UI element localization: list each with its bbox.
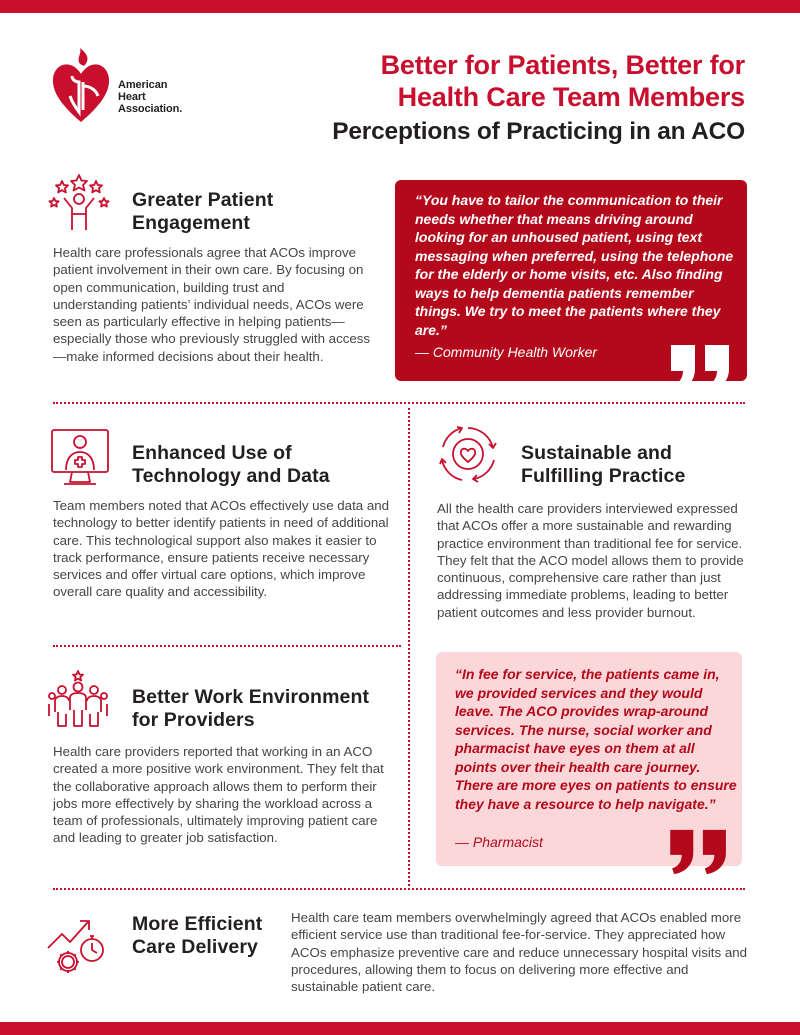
technology-heading-line-2: Technology and Data <box>132 465 330 487</box>
work-environment-body: Health care providers reported that working in an ACO created a more positive work environment. They felt that the collaborative approach allows them to perform their jobs more effectively by sharing the workload across a team of professionals, ultimately improving patient care and leading to greater job satisfaction. <box>53 744 384 846</box>
section-divider-2 <box>53 645 401 647</box>
title-line-2: Health Care Team Members <box>397 82 745 112</box>
logo-word-american: American <box>118 79 168 91</box>
technology-body: Team members noted that ACOs effectively use data and technology to better identify patients in need of additional care. This technological support also makes it easier to track performance, ensure patients receive necessary services and offer virtual care options, which improve overall care quality and accessibility. <box>53 498 390 600</box>
logo-word-heart: Heart <box>118 91 146 103</box>
section-divider-3 <box>53 888 745 890</box>
bottom-accent-bar <box>0 1022 800 1035</box>
sustainable-heading-line-1: Sustainable and <box>521 442 673 464</box>
closing-quote-mark-icon <box>669 343 735 393</box>
section-divider-1 <box>53 402 745 404</box>
technology-heading <box>132 442 330 488</box>
efficient-heading-line-2: Care Delivery <box>132 936 258 958</box>
title-line-1: Better for Patients, Better for <box>380 50 745 80</box>
sustainable-heading <box>521 442 685 488</box>
quote-attribution: — Community Health Worker <box>415 344 598 360</box>
quote-text: “You have to tailor the communication to their needs whether that means driving around looking for an unhoused patient, using text messaging when preferred, using the telephone for the elderly or home visits, etc. Also finding ways to help dementia patients remember things. We try to meet the patients where they are.” <box>415 192 734 338</box>
engagement-heading <box>132 189 273 235</box>
efficient-body: Health care team members overwhelmingly agreed that ACOs enabled more efficient service use than traditional fee-for-service. They appreciated how ACOs emphasize preventive care and reduce unnecessary hospital visits and procedures, allowing them to focus on delivering more effective and sustainable patient care. <box>291 910 748 995</box>
doctor-on-monitor-icon <box>48 426 112 495</box>
sustainable-body: All the health care providers interviewed expressed that ACOs offer a more sustainable and rewarding practice environment than traditional fee for service. They felt that the ACO model allows them to provide continuous, comprehensive care rather than just addressing immediate problems, leading to better patient outcomes and less provider burnout. <box>437 501 744 620</box>
team-group-icon <box>48 670 108 737</box>
growth-arrow-clock-gear-icon <box>46 912 112 981</box>
column-divider <box>408 408 410 886</box>
efficient-heading <box>132 913 262 959</box>
work-environment-heading-line-2: for Providers <box>132 709 255 731</box>
work-environment-heading <box>132 686 369 732</box>
closing-quote-mark-icon <box>668 828 732 876</box>
heart-cycle-icon <box>436 422 500 491</box>
engagement-heading-line-2: Engagement <box>132 212 251 234</box>
celebrating-person-stars-icon <box>48 172 110 239</box>
quote-text: “In fee for service, the patients came in, we provided services and they would leave. The ACO provides wrap-around services. The nurse, social worker and pharmacist have eyes on them at all points over their health care journey. There are more eyes on patients to ensure they have a resource to help navigate.” <box>455 666 737 812</box>
efficient-heading-line-1: More Efficient <box>132 913 263 935</box>
sustainable-heading-line-2: Fulfilling Practice <box>521 465 686 487</box>
logo-word-association: Association. <box>118 103 183 115</box>
page-subtitle: Perceptions of Practicing in an ACO <box>332 118 745 145</box>
pharmacist-quote <box>436 652 742 866</box>
top-accent-bar <box>0 0 800 13</box>
heart-torch-icon <box>50 46 112 126</box>
page-title <box>225 49 745 113</box>
aha-logo <box>50 46 200 126</box>
technology-heading-line-1: Enhanced Use of <box>132 442 292 464</box>
logo-wordmark <box>118 79 182 115</box>
engagement-heading-line-1: Greater Patient <box>132 189 274 211</box>
quote-attribution: — Pharmacist <box>455 834 543 850</box>
engagement-body: Health care professionals agree that ACOs improve patient involvement in their own care. By focusing on open communication, building trust and understanding patients’ individual needs, ACOs were seen as particularly effective in helping patients—especially those who previously struggled with access—make informed decisions about their health. <box>53 245 371 364</box>
work-environment-heading-line-1: Better Work Environment <box>132 686 370 708</box>
community-health-worker-quote <box>395 180 747 381</box>
